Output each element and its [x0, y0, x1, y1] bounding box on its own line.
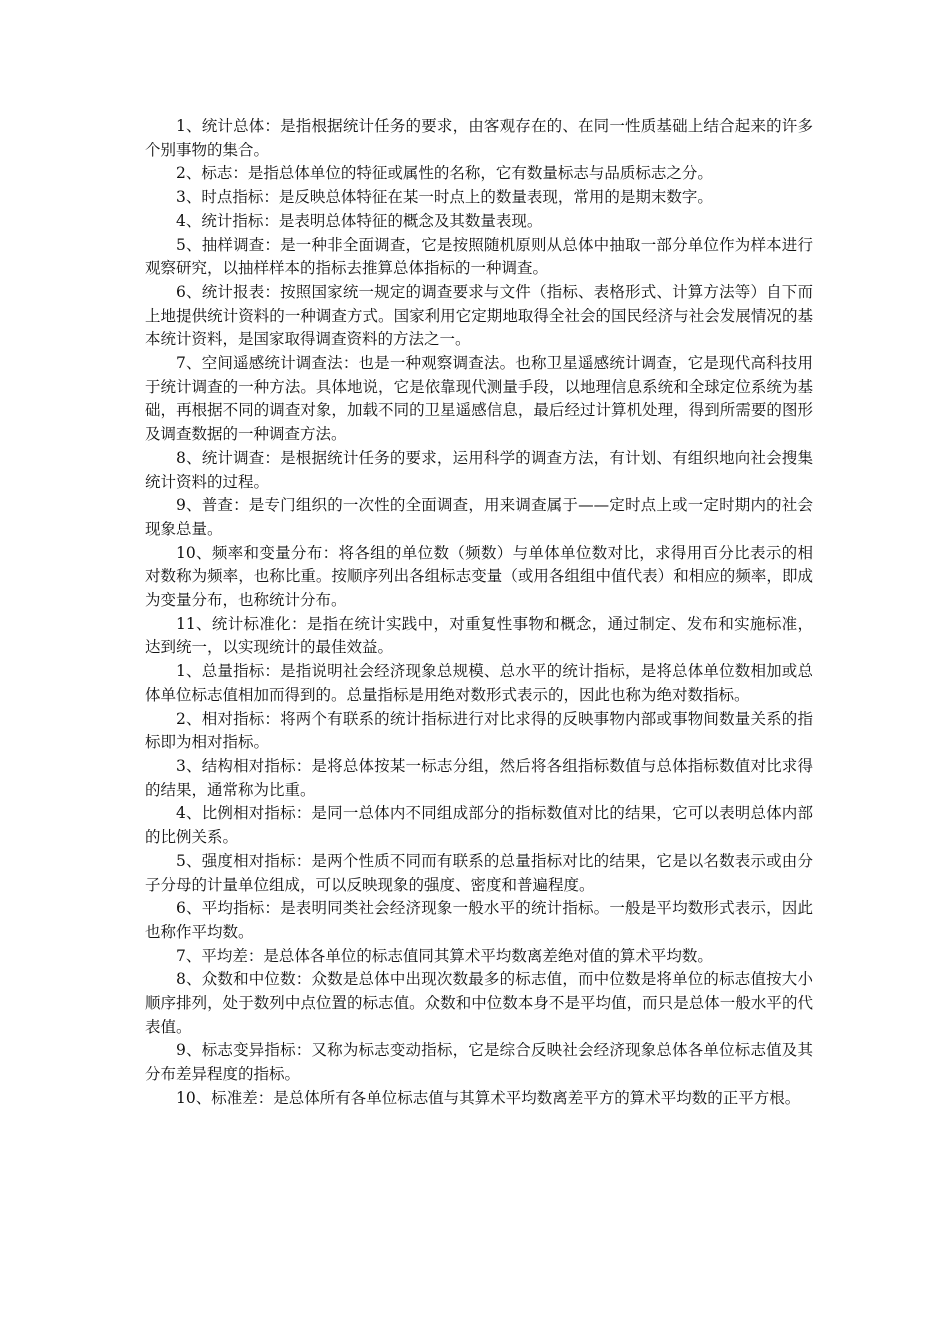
paragraph-20: 9、标志变异指标：又称为标志变动指标，它是综合反映社会经济现象总体各单位标志值及其分布差异程度的指标。 — [145, 1041, 813, 1084]
paragraph-8: 8、统计调查：是根据统计任务的要求，运用科学的调查方法，有计划、有组织地向社会搜集统计资料的过程。 — [145, 448, 813, 491]
paragraph-1: 1、统计总体：是指根据统计任务的要求，由客观存在的、在同一性质基础上结合起来的许多个别事物的集合。 — [145, 117, 813, 159]
paragraph-2: 2、标志：是指总体单位的特征或属性的名称，它有数量标志与品质标志之分。 — [176, 164, 713, 183]
paragraph-17: 6、平均指标：是表明同类社会经济现象一般水平的统计指标。一般是平均数形式表示，因此也称作平均数。 — [145, 899, 813, 941]
document-page — [145, 115, 813, 1111]
paragraph-10: 10、频率和变量分布：将各组的单位数（频数）与单体单位数对比，求得用百分比表示的相对数称为频率，也称比重。按顺序列出各组标志变量（或用各组组中值代表）和相应的频率，即成为变量分布，也称统计分布。 — [145, 543, 813, 610]
paragraph-11: 11、统计标准化：是指在统计实践中，对重复性事物和概念，通过制定、发布和实施标准，达到统一，以实现统计的最佳效益。 — [145, 614, 813, 657]
paragraph-15: 4、比例相对指标：是同一总体内不同组成部分的指标数值对比的结果，它可以表明总体内部的比例关系。 — [145, 804, 813, 847]
paragraph-19: 8、众数和中位数：众数是总体中出现次数最多的标志值，而中位数是将单位的标志值按大小顺序排列，处于数列中点位置的标志值。众数和中位数本身不是平均值，而只是总体一般水平的代表值。 — [145, 970, 813, 1036]
paragraph-14: 3、结构相对指标：是将总体按某一标志分组，然后将各组指标数值与总体指标数值对比求得的结果，通常称为比重。 — [145, 756, 813, 799]
paragraph-18: 7、平均差：是总体各单位的标志值同其算术平均数离差绝对值的算术平均数。 — [176, 946, 713, 965]
paragraph-6: 6、统计报表：按照国家统一规定的调查要求与文件（指标、表格形式、计算方法等）自下而上地提供统计资料的一种调查方式。国家利用它定期地取得全社会的国民经济与社会发展情况的基本统计资料，是国家取得调查资料的方法之一。 — [145, 282, 813, 349]
paragraph-9: 9、普查：是专门组织的一次性的全面调查，用来调查属于——定时点上或一定时期内的社会现象总量。 — [145, 496, 813, 538]
paragraph-5: 5、抽样调查：是一种非全面调查，它是按照随机原则从总体中抽取一部分单位作为样本进行观察研究，以抽样样本的指标去推算总体指标的一种调查。 — [145, 235, 813, 278]
paragraph-16: 5、强度相对指标：是两个性质不同而有联系的总量指标对比的结果，它是以名数表示或由分子分母的计量单位组成，可以反映现象的强度、密度和普遍程度。 — [145, 851, 813, 894]
paragraph-13: 2、相对指标：将两个有联系的统计指标进行对比求得的反映事物内部或事物间数量关系的指标即为相对指标。 — [145, 709, 813, 752]
paragraph-3: 3、时点指标：是反映总体特征在某一时点上的数量表现，常用的是期末数字。 — [176, 188, 713, 207]
paragraph-4: 4、统计指标：是表明总体特征的概念及其数量表现。 — [176, 211, 543, 230]
paragraph-12: 1、总量指标：是指说明社会经济现象总规模、总水平的统计指标，是将总体单位数相加或总体单位标志值相加而得到的。总量指标是用绝对数形式表示的，因此也称为绝对数指标。 — [145, 662, 813, 704]
paragraph-21: 10、标准差：是总体所有各单位标志值与其算术平均数离差平方的算术平均数的正平方根。 — [176, 1088, 801, 1107]
paragraph-7: 7、空间遥感统计调查法：也是一种观察调查法。也称卫星遥感统计调查，它是现代高科技用于统计调查的一种方法。具体地说，它是依靠现代测量手段，以地理信息系统和全球定位系统为基础，再根据不同的调查对象，加载不同的卫星遥感信息，最后经过计算机处理，得到所需要的图形及调查数据的一种调查方法。 — [145, 354, 813, 444]
